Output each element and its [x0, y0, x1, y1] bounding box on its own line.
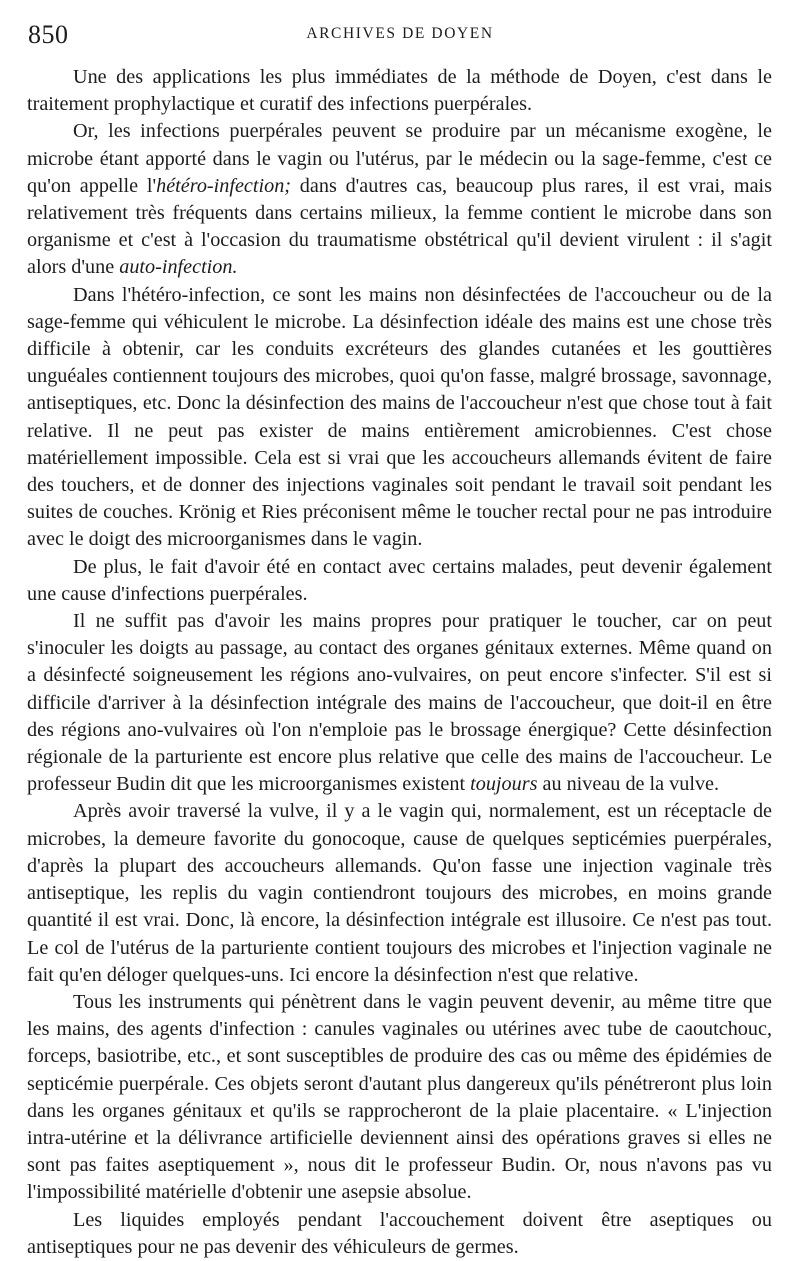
text-segment: Dans l'hétéro-infection, ce sont les mains non désinfectées de l'accoucheur ou de la sage-femme qui véhiculent le microbe. La désinfection idéale des mains est une chose très difficile à obtenir, car les conduits excréteurs des glandes cutanées et les gouttières unguéales contiennent toujours des microbes, quoi qu'on fasse, malgré brossage, savonnage, antiseptiques, etc. Donc la désinfection des mains de l'accoucheur n'est que chose tout à fait relative. Il ne peut pas exister de mains entièrement amicrobiennes. C'est chose matériellement impossible. Cela est si vrai que les accoucheurs allemands évitent de faire des touchers, et de donner des injections vaginales soit pendant le travail soit pendant les suites de couches. Krönig et Ries préconisent même le toucher rectal pour ne pas introduire avec le doigt des microorganismes dans le vagin. — [27, 283, 772, 551]
text-segment: Tous les instruments qui pénètrent dans le vagin peuvent devenir, au même titre que les mains, des agents d'infection : canules vaginales ou utérines avec tube de caoutchouc, forceps, basiotribe, etc., et sont susceptibles de produire des cas ou même des épidémies de septicémie puerpérale. Ces objets seront d'autant plus dangereux qu'ils pénétreront plus loin dans les organes génitaux et qu'ils se rapprocheront de la plaie placentaire. « L'injection intra-utérine et la délivrance artificielle deviennent ainsi des opérations graves si elles ne sont pas faites aseptiquement », nous dit le professeur Budin. Or, nous n'avons pas vu l'impossibilité matérielle d'obtenir une asepsie absolue. — [27, 990, 772, 1204]
paragraph — [27, 1207, 772, 1261]
paragraph — [27, 118, 772, 281]
paragraph — [27, 554, 772, 608]
text-segment: dans d'autres cas, beaucoup plus rares, il est vrai, mais relativement très fréquents dans certains milieux, la femme contient le microbe dans son organisme et c'est à l'occasion du traumatisme obstétrical qu'il devient virulent : il s'agit alors d'une — [27, 174, 773, 279]
paragraph — [27, 798, 772, 988]
running-title: ARCHIVES DE DOYEN — [306, 25, 494, 42]
text-segment: Après avoir traversé la vulve, il y a le vagin qui, normalement, est un réceptacle de microbes, la demeure favorite du gonocoque, cause de quelques septicémies puerpérales, d'après la plupart des accoucheurs allemands. Qu'on fasse une injection vaginale très antiseptique, les replis du vagin contiendront toujours des microbes, en moins grande quantité il est vrai. Donc, là encore, la désinfection intégrale est illusoire. Ce n'est pas tout. Le col de l'utérus de la parturiente contient toujours des microbes et l'injection vaginale ne fait qu'en déloger quelques-uns. Ici encore la désinfection n'est que relative. — [27, 800, 772, 986]
text-segment: Il ne suffit pas d'avoir les mains propres pour pratiquer le toucher, car on peut s'inoculer les doigts au passage, au contact des organes génitaux externes. Même quand on a désinfecté soigneusement les régions ano-vulvaires, on peut encore s'infecter. S'il est si difficile d'arriver à la désinfection intégrale des mains de l'accoucheur, que doit-il en être des régions ano-vulvaires où l'on n'emploie pas le brossage énergique? Cette désinfection régionale de la parturiente est encore plus relative que celle des mains de l'accoucheur. Le professeur Budin dit que les microorganismes existent — [27, 610, 772, 796]
text-segment: De plus, le fait d'avoir été en contact avec certains malades, peut devenir également une cause d'infections puerpérales. — [27, 555, 772, 605]
text-segment: Une des applications les plus immédiates de la méthode de Doyen, c'est dans le traitement prophylactique et curatif des infections puerpérales. — [27, 66, 772, 116]
page-number: 850 — [28, 20, 69, 49]
page-header — [28, 20, 772, 54]
body-text — [27, 64, 772, 1261]
italic-term: toujours — [470, 773, 538, 796]
text-segment: Or, les infections puerpérales peuvent se produire par un mécanisme exogène, le microbe étant apporté dans le vagin ou l'utérus, par le médecin ou la sage-femme, c'est ce qu'on appelle l' — [27, 120, 772, 197]
italic-term: hétéro-infection; — [156, 174, 292, 197]
paragraph — [27, 282, 772, 554]
paragraph — [27, 989, 772, 1207]
italic-term: auto-infection. — [119, 256, 238, 279]
paragraph — [27, 608, 772, 798]
text-segment: au niveau de la vulve. — [537, 773, 720, 796]
paragraph — [27, 64, 772, 118]
text-segment: Les liquides employés pendant l'accouchement doivent être aseptiques ou antiseptiques pour ne pas devenir des véhiculeurs de germes. — [27, 1208, 772, 1258]
